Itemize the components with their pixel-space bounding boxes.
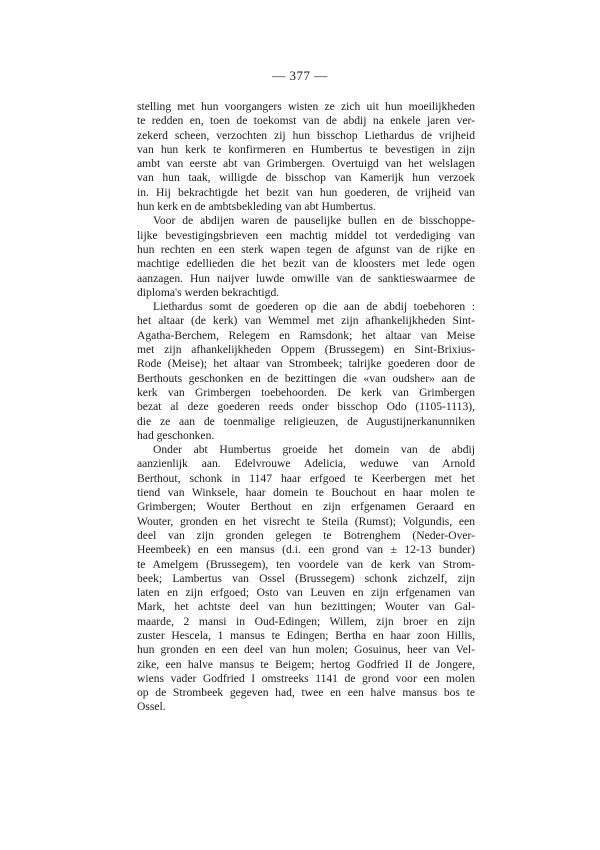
text-line: Liethardus somt de goederen op die aan de abdij toebehoren : xyxy=(153,300,475,314)
text-line: te Amelgem (Brussegem), ten voordele van de kerk van Strom- xyxy=(137,557,475,571)
text-line: Heembeek) en een mansus (d.i. een grond van ± 12-13 bunder) xyxy=(137,543,475,557)
text-line: Agatha-Berchem, Relegem en Ramsdonk; het altaar van Meise xyxy=(137,328,475,342)
text-line: te redden en, toen de toekomst van de abdij na enkele jaren ver- xyxy=(137,114,475,128)
text-line: zekerd scheen, verzochten zij hun bisschop Liethardus de vrijheid xyxy=(137,128,475,142)
text-line: wiens vader Godfried I omstreeks 1141 de grond voor een molen xyxy=(137,671,475,685)
text-line: met zijn afhankelijkheden Oppem (Brussegem) en Sint-Brixius- xyxy=(137,343,475,357)
text-line: die ze aan de toenmalige religieuzen, de Augustijnerkanunniken xyxy=(137,414,475,428)
text-line: van hun kerk te konfirmeren en Humbertus te bevestigen in zijn xyxy=(137,142,475,156)
text-line: Berthouts geschonken en de bezittingen die «van oudsher» aan de xyxy=(137,371,475,385)
text-line: Berthout, schonk in 1147 haar erfgoed te Keerbergen met het xyxy=(137,471,475,485)
text-line: Voor de abdijen waren de pauselijke bullen en de bisschoppe- xyxy=(153,214,475,228)
body-text xyxy=(137,100,475,715)
text-line: op de Strombeek gegeven had, twee en een halve mansus bos te xyxy=(137,686,475,700)
text-line: het altaar (de kerk) van Wemmel met zijn afhankelijkheden Sint- xyxy=(137,314,475,328)
text-line: in. Hij bekrachtigde het bezit van hun goederen, de vrijheid van xyxy=(137,185,475,199)
paragraph xyxy=(137,300,475,443)
text-line: laten en zijn erfgoed; Osto van Leuven en zijn erfgenamen van xyxy=(137,586,475,600)
text-line: aanzienlijk aan. Edelvrouwe Adelicia, weduwe van Arnold xyxy=(137,457,475,471)
paragraph xyxy=(137,100,475,214)
text-line: Grimbergen; Wouter Berthout en zijn erfgenamen Geraard en xyxy=(137,500,475,514)
text-line: machtige edellieden die het bezit van de kloosters met lede ogen xyxy=(137,257,475,271)
text-line: kerk van Grimbergen toebehoorden. De kerk van Grimbergen xyxy=(137,385,475,399)
paragraph xyxy=(137,214,475,300)
text-line: hun gronden en een deel van hun molen; Gosuinus, heer van Vel- xyxy=(137,643,475,657)
text-line: zike, een halve mansus te Beigem; hertog Godfried II de Jongere, xyxy=(137,657,475,671)
text-line: ambt van eerste abt van Grimbergen. Overtuigd van het welslagen xyxy=(137,157,475,171)
text-line: zuster Hescela, 1 mansus te Edingen; Bertha en haar zoon Hillis, xyxy=(137,628,475,642)
text-line: lijke bevestigingsbrieven een machtig middel tot verdediging van xyxy=(137,228,475,242)
text-line: hun rechten en een sterk wapen tegen de afgunst van de rijke en xyxy=(137,242,475,256)
paragraph xyxy=(137,443,475,715)
text-line: stelling met hun voorgangers wisten ze zich uit hun moeilijkheden xyxy=(137,100,475,113)
text-line: hun kerk en de ambtsbekleding van abt Humbertus. xyxy=(137,200,376,214)
text-line: bezat al deze goederen reeds onder bisschop Odo (1105-1113), xyxy=(137,400,475,414)
text-line: Mark, het achtste deel van hun bezittingen; Wouter van Gal- xyxy=(137,600,475,614)
text-line: Wouter, gronden en het visrecht te Steila (Rumst); Volgundis, een xyxy=(137,514,475,528)
text-line: Ossel. xyxy=(137,700,166,714)
page-number: — 377 — xyxy=(272,68,328,83)
text-line: had geschonken. xyxy=(137,428,215,442)
text-line: beek; Lambertus van Ossel (Brussegem) schonk zichzelf, zijn xyxy=(137,571,475,585)
text-line: van hun taak, willigde de bisschop van Kamerijk hun verzoek xyxy=(137,171,475,185)
text-line: Rode (Meise); het altaar van Strombeek; talrijke goederen door de xyxy=(137,357,475,371)
text-line: maarde, 2 mansi in Oud-Edingen; Willem, zijn broer en zijn xyxy=(137,614,475,628)
text-line: diploma's werden bekrachtigd. xyxy=(137,285,280,299)
text-line: tiend van Winksele, haar domein te Bouchout en haar molen te xyxy=(137,486,475,500)
text-line: deel van zijn gronden gelegen te Botrenghem (Neder-Over- xyxy=(137,528,475,542)
text-line: Onder abt Humbertus groeide het domein van de abdij xyxy=(153,443,475,457)
text-line: aanzagen. Hun naijver luwde omwille van de sanktieswaarmee de xyxy=(137,271,475,285)
